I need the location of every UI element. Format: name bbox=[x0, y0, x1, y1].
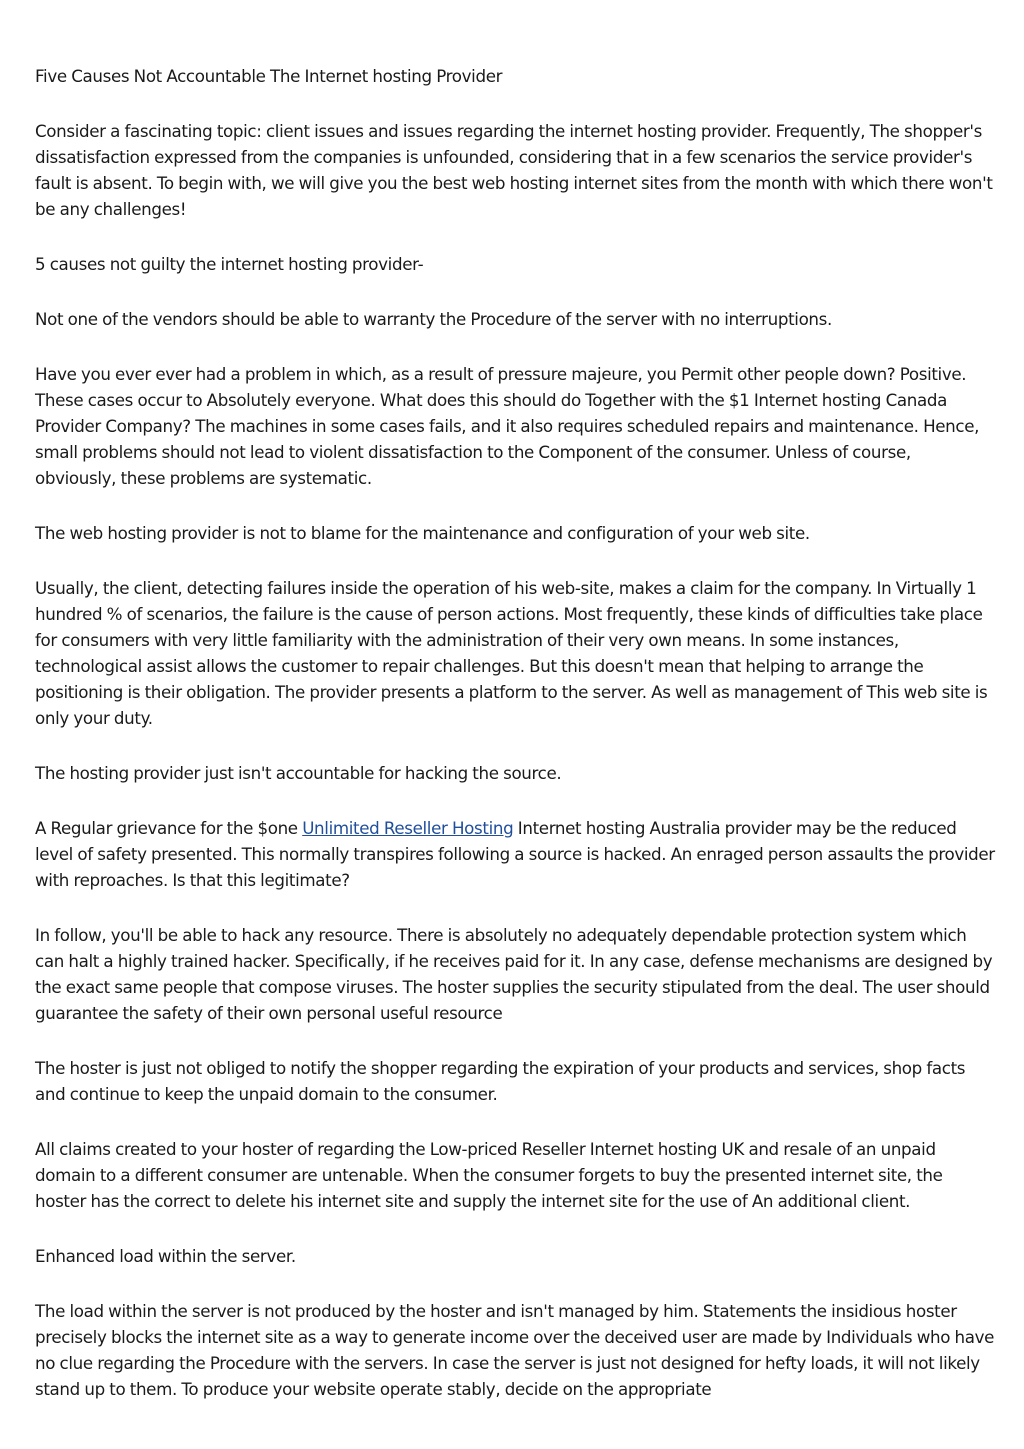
cause-1-body: Have you ever ever had a problem in which, as a result of pressure majeure, you Permit other people down? Positive. These cases occur to Absolutely everyone. What does this should do Together with the $1 Internet hosting Canada Provider Company? The machines in some cases fails, and it also requires scheduled repairs and maintenance. Hence, small problems should not lead to violent dissatisfaction to the Component of the consumer. Unless of course, obviously, these problems are systematic. bbox=[35, 364, 980, 488]
cause-3-body bbox=[35, 815, 995, 893]
intro-paragraph: Consider a fascinating topic: client issues and issues regarding the internet hosting provider. Frequently, The shopper's dissatisfaction expressed from the companies is unfounded, considering that in a few scenarios the service provider's fault is absent. To begin with, we will give you the best web hosting internet sites from the month with which there won't be any challenges! bbox=[35, 121, 993, 219]
unlimited-reseller-hosting-link[interactable]: Unlimited Reseller Hosting bbox=[302, 818, 514, 838]
cause-5-heading: Enhanced load within the server. bbox=[35, 1246, 296, 1266]
cause-3-body-end: Internet hosting Australia provider may be the reduced level of safety presented. This normally transpires following a source is hacked. An enraged person assaults the provider with reproaches. Is that this legitimate? bbox=[35, 818, 995, 890]
cause-3-heading: The hosting provider just isn't accountable for hacking the source. bbox=[35, 763, 562, 783]
cause-4-heading: The hoster is just not obliged to notify the shopper regarding the expiration of your products and services, shop facts and continue to keep the unpaid domain to the consumer. bbox=[35, 1058, 966, 1104]
cause-4-body: All claims created to your hoster of regarding the Low-priced Reseller Internet hosting UK and resale of an unpaid domain to a different consumer are untenable. When the consumer forgets to buy the presented internet site, the hoster has the correct to delete his internet site and supply the internet site for the use of An additional client. bbox=[35, 1139, 943, 1211]
cause-2-body: Usually, the client, detecting failures inside the operation of his web-site, makes a claim for the company. In Virtually 1 hundred % of scenarios, the failure is the cause of person actions. Most frequently, these kinds of difficulties take place for consumers with very little familiarity with the administration of their very own means. In some instances, technological assist allows the customer to repair challenges. But this doesn't mean that helping to arrange the positioning is their obligation. The provider presents a platform to the server. As well as management of This web site is only your duty. bbox=[35, 578, 988, 728]
cause-3-body-start: A Regular grievance for the $one bbox=[35, 818, 303, 838]
cause-5-body: The load within the server is not produced by the hoster and isn't managed by him. Statements the insidious hoster precisely blocks the internet site as a way to generate income over the deceived user are made by Individuals who have no clue regarding the Procedure with the servers. In case the server is just not designed for hefty loads, it will not likely stand up to them. To produce your website operate stably, decide on the appropriate bbox=[35, 1301, 995, 1399]
document-title: Five Causes Not Accountable The Internet hosting Provider bbox=[35, 66, 503, 86]
cause-1-heading: Not one of the vendors should be able to warranty the Procedure of the server with no interruptions. bbox=[35, 309, 832, 329]
document-page bbox=[35, 63, 995, 1431]
cause-3-body-2: In follow, you'll be able to hack any resource. There is absolutely no adequately dependable protection system which can halt a highly trained hacker. Specifically, if he receives paid for it. In any case, defense mechanisms are designed by the exact same people that compose viruses. The hoster supplies the security stipulated from the deal. The user should guarantee the safety of their own personal useful resource bbox=[35, 925, 993, 1023]
cause-2-heading: The web hosting provider is not to blame for the maintenance and configuration of your web site. bbox=[35, 523, 810, 543]
list-heading: 5 causes not guilty the internet hosting provider- bbox=[35, 254, 424, 274]
